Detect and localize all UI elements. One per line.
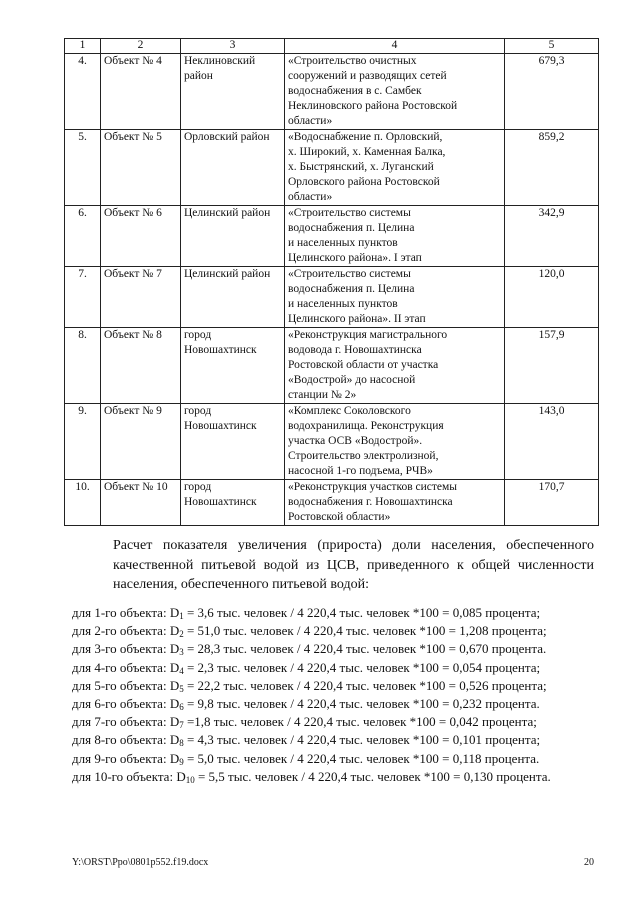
- project-title-cell: [285, 480, 505, 526]
- district-cell: [181, 54, 285, 130]
- title-line: Орловского района Ростовской: [288, 176, 440, 188]
- title-line: «Реконструкция магистрального: [288, 329, 448, 341]
- formula-line: [72, 659, 612, 677]
- object-cell: Объект № 9: [101, 404, 181, 480]
- table-header-row: [65, 39, 599, 54]
- title-line: насосной 1-го подъема, РЧВ»: [288, 465, 433, 477]
- row-number-cell: 9.: [65, 404, 101, 480]
- table-row: [65, 404, 599, 480]
- project-title-cell: [285, 206, 505, 267]
- formula-line: [72, 622, 612, 640]
- title-line: участка ОСВ «Водострой».: [288, 435, 423, 447]
- formula-line: [72, 677, 612, 695]
- formula-line: [72, 731, 612, 749]
- header-cell: 4: [285, 39, 505, 54]
- project-title-cell: [285, 130, 505, 206]
- formula-expression: = 2,3 тыс. человек / 4 220,4 тыс. человек *100 = 0,054 процента;: [183, 659, 541, 675]
- object-cell: Объект № 5: [101, 130, 181, 206]
- row-number-cell: 8.: [65, 328, 101, 404]
- row-number-cell: 10.: [65, 480, 101, 526]
- title-line: Ростовской области от участка: [288, 359, 439, 371]
- intro-paragraph: [72, 536, 594, 595]
- title-line: сооружений и разводящих сетей: [288, 70, 447, 82]
- title-line: водохранилища. Реконструкция: [288, 420, 444, 432]
- district-line: город: [184, 405, 212, 417]
- formula-subscript: 1: [179, 611, 184, 621]
- formula-prefix: для 5-го объекта: D: [72, 677, 180, 693]
- object-cell: Объект № 6: [101, 206, 181, 267]
- formula-subscript: 9: [179, 756, 184, 767]
- formula-subscript: 7: [179, 720, 184, 731]
- project-title-cell: [285, 54, 505, 130]
- district-line: Орловский район: [184, 131, 270, 143]
- row-number-cell: 7.: [65, 267, 101, 328]
- title-line: Целинского района». I этап: [288, 252, 422, 264]
- project-title-cell: [285, 267, 505, 328]
- district-cell: [181, 404, 285, 480]
- title-line: Ростовской области»: [288, 511, 391, 523]
- title-line: «Строительство системы: [288, 268, 411, 280]
- formula-line: [72, 768, 612, 786]
- value-cell: 679,3: [505, 54, 599, 130]
- formula-line: [72, 713, 612, 731]
- district-cell: [181, 130, 285, 206]
- project-title-cell: [285, 328, 505, 404]
- formula-prefix: для 4-го объекта: D: [72, 659, 180, 675]
- table-row: [65, 206, 599, 267]
- title-line: и населенных пунктов: [288, 298, 398, 310]
- district-line: город: [184, 329, 212, 341]
- title-line: водоснабжения в с. Самбек: [288, 85, 422, 97]
- district-cell: [181, 480, 285, 526]
- district-line: город: [184, 481, 212, 493]
- objects-table-body: [65, 39, 599, 526]
- formula-expression: = 51,0 тыс. человек / 4 220,4 тыс. человек *100 = 1,208 процента;: [183, 623, 547, 639]
- title-line: «Водоснабжение п. Орловский,: [288, 131, 443, 143]
- title-line: области»: [288, 115, 333, 127]
- district-line: Новошахтинск: [184, 496, 257, 508]
- calculation-intro: [72, 536, 594, 595]
- title-line: Неклиновского района Ростовской: [288, 100, 458, 112]
- formula-expression: = 22,2 тыс. человек / 4 220,4 тыс. человек *100 = 0,526 процента;: [183, 677, 547, 693]
- formula-prefix: для 8-го объекта: D: [72, 732, 180, 748]
- formula-prefix: для 9-го объекта: D: [72, 750, 180, 766]
- formula-subscript: 3: [179, 647, 184, 658]
- formula-expression: = 3,6 тыс. человек / 4 220,4 тыс. человек *100 = 0,085 процента;: [183, 605, 541, 620]
- formula-subscript: 10: [185, 774, 195, 785]
- object-cell: Объект № 8: [101, 328, 181, 404]
- formula-subscript: 8: [179, 738, 184, 749]
- district-cell: [181, 206, 285, 267]
- formula-expression: = 4,3 тыс. человек / 4 220,4 тыс. человек *100 = 0,101 процента;: [183, 732, 541, 748]
- value-cell: 157,9: [505, 328, 599, 404]
- intro-line: Расчет показателя увеличения (прироста) доли населения, обеспеченного: [113, 538, 594, 553]
- title-line: водоснабжения п. Целина: [288, 283, 415, 295]
- district-line: Целинский район: [184, 268, 271, 280]
- title-line: «Строительство системы: [288, 207, 411, 219]
- formula-expression: = 5,0 тыс. человек / 4 220,4 тыс. человек *100 = 0,118 процента.: [183, 750, 540, 766]
- title-line: х. Быстрянский, х. Луганский: [288, 161, 434, 173]
- formula-line: [72, 750, 612, 768]
- row-number-cell: 6.: [65, 206, 101, 267]
- district-line: Новошахтинск: [184, 344, 257, 356]
- title-line: Строительство электролизной,: [288, 450, 439, 462]
- title-line: «Строительство очистных: [288, 55, 417, 67]
- object-cell: Объект № 7: [101, 267, 181, 328]
- formula-line: [72, 604, 612, 622]
- formula-line: [72, 640, 612, 658]
- table-row: [65, 54, 599, 130]
- formula-expression: =1,8 тыс. человек / 4 220,4 тыс. человек *100 = 0,042 процента;: [183, 714, 537, 730]
- district-line: Неклиновский: [184, 55, 256, 67]
- header-cell: 2: [101, 39, 181, 54]
- value-cell: 143,0: [505, 404, 599, 480]
- header-cell: 1: [65, 39, 101, 54]
- table-row: [65, 267, 599, 328]
- formula-expression: = 28,3 тыс. человек / 4 220,4 тыс. человек *100 = 0,670 процента.: [183, 641, 547, 657]
- table-row: [65, 130, 599, 206]
- formula-subscript: 5: [179, 683, 184, 694]
- formula-line: [72, 695, 612, 713]
- formula-subscript: 2: [179, 629, 184, 640]
- formula-expression: = 9,8 тыс. человек / 4 220,4 тыс. человек *100 = 0,232 процента.: [183, 696, 540, 712]
- table-row: [65, 480, 599, 526]
- table-row: [65, 328, 599, 404]
- formula-expression: = 5,5 тыс. человек / 4 220,4 тыс. человек *100 = 0,130 процента.: [194, 768, 551, 784]
- objects-table: [64, 38, 599, 526]
- district-line: Целинский район: [184, 207, 271, 219]
- title-line: «Комплекс Соколовского: [288, 405, 411, 417]
- formula-subscript: 4: [179, 665, 184, 676]
- formula-subscript: 6: [179, 702, 184, 713]
- title-line: «Реконструкция участков системы: [288, 481, 458, 493]
- title-line: «Водострой» до насосной: [288, 374, 416, 386]
- title-line: станции № 2»: [288, 389, 357, 401]
- formula-prefix: для 1-го объекта: D: [72, 605, 180, 620]
- district-line: район: [184, 70, 213, 82]
- title-line: водовода г. Новошахтинска: [288, 344, 422, 356]
- title-line: области»: [288, 191, 333, 203]
- intro-line: качественной питьевой водой из ЦСВ, приведенного к общей численности: [113, 557, 594, 573]
- title-line: и населенных пунктов: [288, 237, 398, 249]
- object-cell: Объект № 10: [101, 480, 181, 526]
- header-cell: 3: [181, 39, 285, 54]
- title-line: водоснабжения г. Новошахтинска: [288, 496, 453, 508]
- formula-list: [72, 604, 612, 786]
- formula-prefix: для 6-го объекта: D: [72, 696, 180, 712]
- object-cell: Объект № 4: [101, 54, 181, 130]
- formula-prefix: для 7-го объекта: D: [72, 714, 180, 730]
- value-cell: 859,2: [505, 130, 599, 206]
- project-title-cell: [285, 404, 505, 480]
- district-cell: [181, 267, 285, 328]
- footer-file-path: Y:\ORST\Ppo\0801p552.f19.docx: [72, 857, 209, 868]
- intro-line: населения, обеспеченного питьевой водой:: [113, 577, 369, 592]
- title-line: х. Широкий, х. Каменная Балка,: [288, 146, 446, 158]
- formula-prefix: для 3-го объекта: D: [72, 641, 180, 657]
- title-line: водоснабжения п. Целина: [288, 222, 415, 234]
- row-number-cell: 4.: [65, 54, 101, 130]
- formula-prefix: для 2-го объекта: D: [72, 623, 180, 639]
- value-cell: 342,9: [505, 206, 599, 267]
- title-line: Целинского района». II этап: [288, 313, 426, 325]
- footer-page-number: 20: [584, 857, 594, 868]
- district-cell: [181, 328, 285, 404]
- header-cell: 5: [505, 39, 599, 54]
- value-cell: 170,7: [505, 480, 599, 526]
- formula-prefix: для 10-го объекта: D: [72, 768, 186, 784]
- value-cell: 120,0: [505, 267, 599, 328]
- district-line: Новошахтинск: [184, 420, 257, 432]
- row-number-cell: 5.: [65, 130, 101, 206]
